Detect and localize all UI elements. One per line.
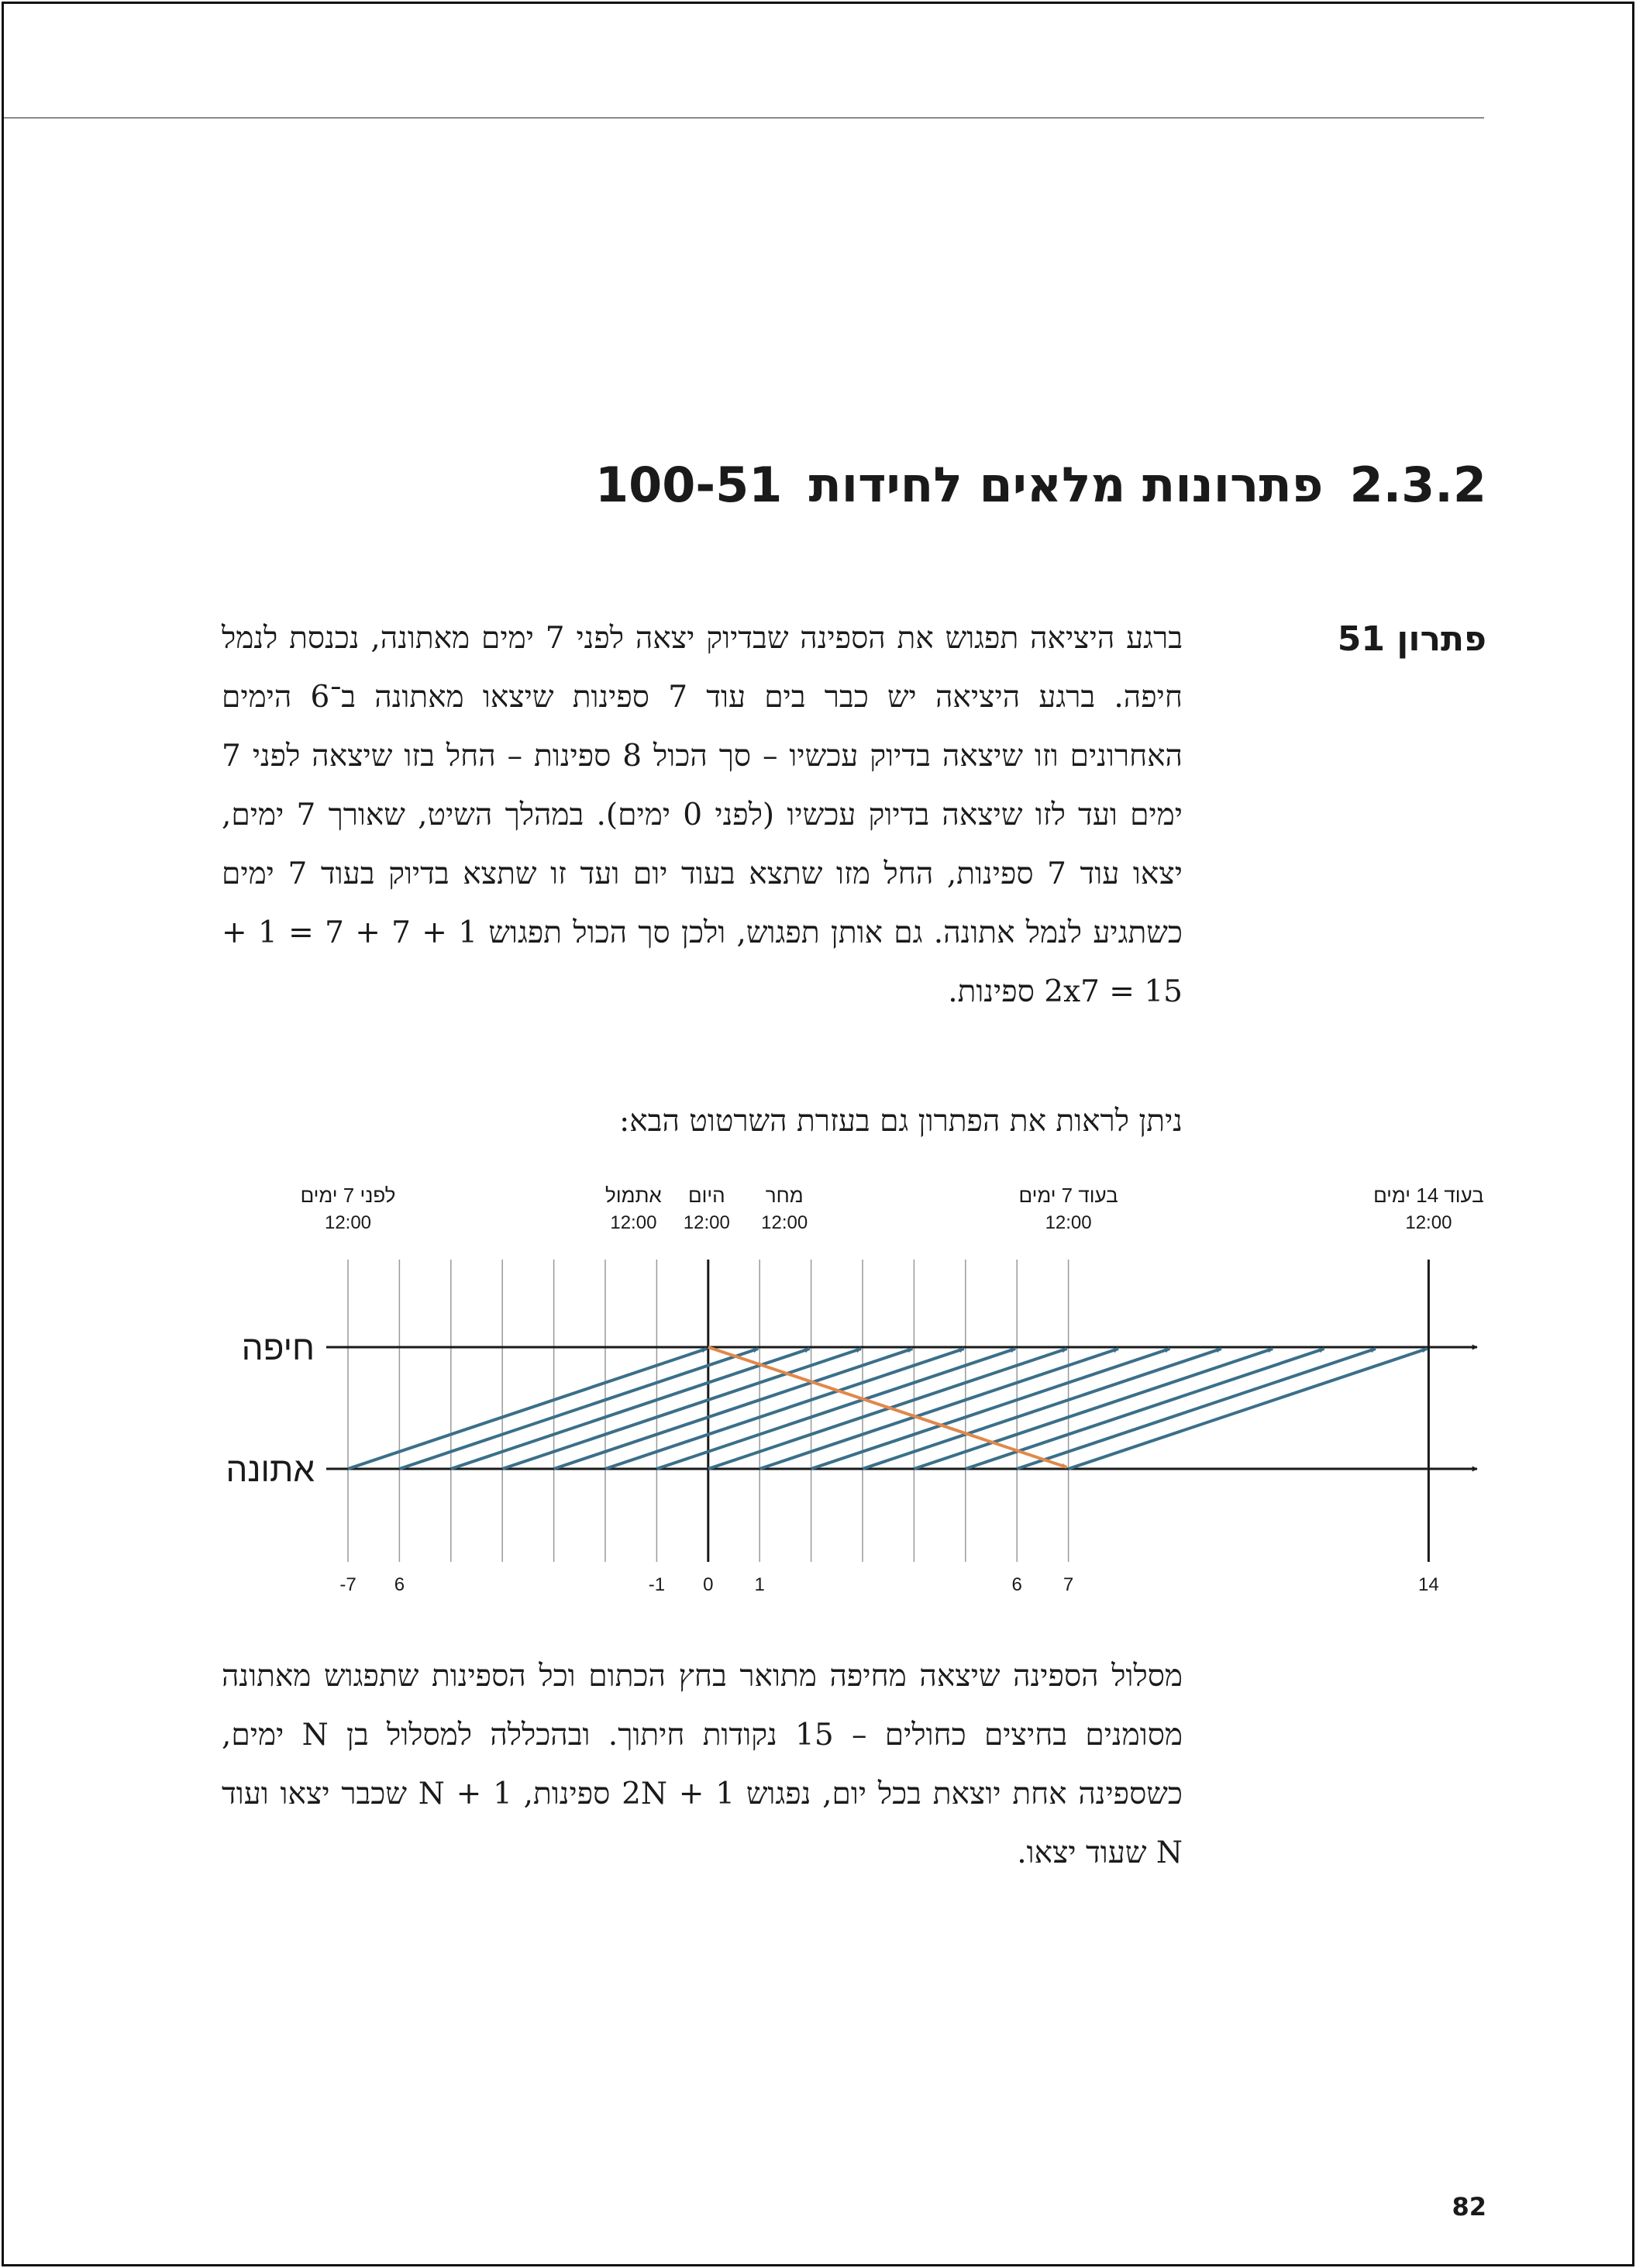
- top-date-label: לפני 7 ימים: [300, 1184, 396, 1207]
- top-rule: [4, 117, 1484, 119]
- diagram-labels: [226, 1184, 1484, 1595]
- ship-routes: [348, 1347, 1427, 1469]
- top-date-label: בעוד 14 ימים: [1373, 1184, 1484, 1207]
- section-heading: [465, 454, 1486, 516]
- athens-ship-arrow: [656, 1349, 1015, 1469]
- athens-ship-arrow: [811, 1349, 1170, 1469]
- athens-ship-arrow: [1017, 1349, 1376, 1469]
- athens-ship-arrow: [863, 1349, 1221, 1469]
- axis-tick-label: 1: [754, 1574, 765, 1595]
- top-time-label: 12:00: [324, 1212, 372, 1233]
- axis-tick-label: 7: [1063, 1574, 1074, 1595]
- athens-ship-arrow: [605, 1349, 964, 1469]
- section-number: 2.3.2: [1349, 457, 1486, 513]
- athens-ship-arrow: [399, 1349, 758, 1469]
- athens-ship-arrow: [348, 1349, 707, 1469]
- top-time-label: 12:00: [761, 1212, 808, 1233]
- section-title: פתרונות מלאים לחידות: [808, 457, 1324, 513]
- athens-ship-arrow: [1069, 1349, 1428, 1469]
- athens-ship-arrow: [502, 1349, 861, 1469]
- port-label-haifa: חיפה: [241, 1329, 315, 1367]
- axis-tick-label: 14: [1418, 1574, 1439, 1595]
- athens-ship-arrow: [451, 1349, 810, 1469]
- page-number: 82: [1452, 2192, 1486, 2221]
- top-date-label: בעוד 7 ימים: [1018, 1184, 1118, 1207]
- port-axes: [326, 1347, 1477, 1469]
- top-date-label: היום: [687, 1184, 725, 1207]
- top-time-label: 12:00: [1045, 1212, 1092, 1233]
- axis-tick-label: -1: [648, 1574, 666, 1595]
- athens-ship-arrow: [759, 1349, 1118, 1469]
- axis-tick-label: 0: [703, 1574, 714, 1595]
- solution-label: פתרון 51: [1337, 619, 1486, 659]
- top-time-label: 12:00: [1405, 1212, 1452, 1233]
- axis-tick-label: -7: [339, 1574, 356, 1595]
- axis-tick-label: 6: [394, 1574, 405, 1595]
- conclusion-paragraph: מסלול הספינה שיצאה מחיפה מתואר בחץ הכתום וכל הספינות שתפגוש מאתונה מסומנים בחיצים כחולים – 15 נקודות חיתוך. ובהכללה למסלול בן N ימים, כשספינה אחת יוצאת בכל יום, נפגוש 2N + 1 ספינות, N + 1 שכבר יצאו ועוד N שעוד יצאו.: [222, 1659, 1183, 1870]
- athens-ship-arrow: [914, 1349, 1273, 1469]
- athens-ship-arrow: [554, 1349, 913, 1469]
- solution-paragraph: ברגע היציאה תפגוש את הספינה שבדיוק יצאה לפני 7 ימים מאתונה, נכנסת לנמל חיפה. ברגע היציאה יש כבר בים עוד 7 ספינות שיצאו מאתונה ב־6 הימים האחרונים וזו שיצאה בדיוק עכשיו – סך הכול 8 ספינות – החל בזו שיצאה לפני 7 ימים ועד לזו שיצאה בדיוק עכשיו (לפני 0 ימים). במהלך השיט, שאורך 7 ימים, יצאו עוד 7 ספינות, החל מזו שתצא בעוד יום ועד זו שתצא בדיוק בעוד 7 ימים כשתגיע לנמל אתונה. גם אותן תפגוש, ולכן סך הכול תפגוש 1 + 7 + 7 = 1 + 2x7 = 15 ספינות.: [222, 621, 1183, 1009]
- axis-tick-label: 6: [1011, 1574, 1022, 1595]
- top-date-label: מחר: [765, 1184, 804, 1207]
- section-range: 100-51: [595, 457, 783, 513]
- day-gridlines: [348, 1260, 1428, 1562]
- ship-timeline-diagram: [222, 1174, 1493, 1608]
- top-date-label: אתמול: [605, 1184, 662, 1207]
- top-time-label: 12:00: [683, 1212, 730, 1233]
- diagram-intro-paragraph: ניתן לראות את הפתרון גם בעזרת השרטוט הבא:: [619, 1104, 1183, 1139]
- top-time-label: 12:00: [610, 1212, 657, 1233]
- port-label-athens: אתונה: [226, 1451, 315, 1489]
